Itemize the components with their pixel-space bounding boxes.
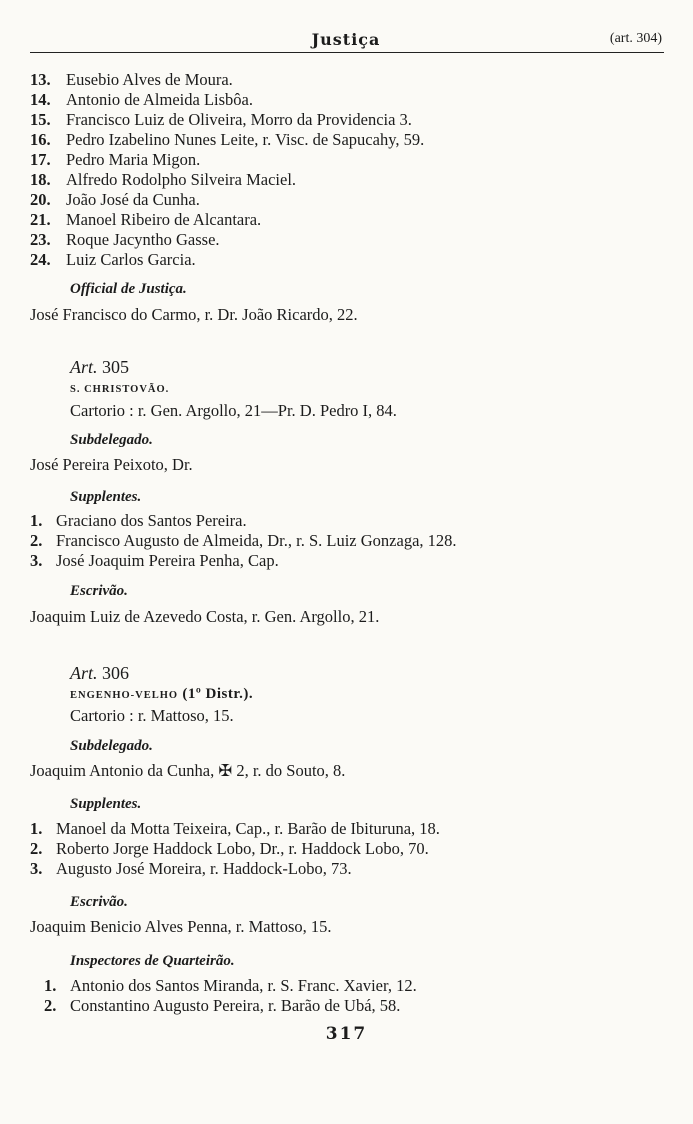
art-306-cartorio: Cartorio : r. Mattoso, 15. xyxy=(70,706,234,725)
page-number: 317 xyxy=(325,1024,368,1044)
list-item: 3. José Joaquim Pereira Penha, Cap. xyxy=(30,551,279,570)
list-item: 15. Francisco Luiz de Oliveira, Morro da Providencia 3. xyxy=(30,110,412,129)
art-305-escrivao: Joaquim Luiz de Azevedo Costa, r. Gen. Argollo, 21. xyxy=(30,607,380,626)
art-306-district: ENGENHO-VELHO (1º Distr.). xyxy=(70,686,254,702)
art-306-escrivao-label: Escrivão. xyxy=(70,894,128,910)
official-label: Official de Justiça. xyxy=(70,281,187,297)
art-305-subdelegado: José Pereira Peixoto, Dr. xyxy=(30,455,193,474)
art-305-escrivao-label: Escrivão. xyxy=(70,583,128,599)
art-306-heading: Art. 306 xyxy=(70,663,130,683)
art-306-supplentes-label: Supplentes. xyxy=(70,796,142,812)
list-item: 17. Pedro Maria Migon. xyxy=(30,150,201,169)
list-item: 20. João José da Cunha. xyxy=(30,190,200,209)
art-305-cartorio: Cartorio : r. Gen. Argollo, 21—Pr. D. Pedro I, 84. xyxy=(70,401,397,420)
art-306-subdelegado-label: Subdelegado. xyxy=(70,738,153,754)
art-305-heading: Art. 305 xyxy=(70,357,130,377)
art-306-inspectores-label: Inspectores de Quarteirão. xyxy=(70,953,235,969)
official-name: José Francisco do Carmo, r. Dr. João Ricardo, 22. xyxy=(30,305,358,324)
art-305-supplentes-label: Supplentes. xyxy=(70,489,142,505)
list-item: 18. Alfredo Rodolpho Silveira Maciel. xyxy=(30,170,297,189)
header-rule xyxy=(30,52,664,53)
page-header xyxy=(30,30,662,52)
list-item: 1. Manoel da Motta Teixeira, Cap., r. Barão de Ibituruna, 18. xyxy=(30,819,440,838)
list-item: 3. Augusto José Moreira, r. Haddock-Lobo, 73. xyxy=(30,859,352,878)
list-item: 13. Eusebio Alves de Moura. xyxy=(30,70,233,89)
list-item: 2. Francisco Augusto de Almeida, Dr., r. S. Luiz Gonzaga, 128. xyxy=(30,531,457,550)
art-306-subdelegado: Joaquim Antonio da Cunha, ✠ 2, r. do Souto, 8. xyxy=(30,761,346,780)
list-item: 2. Constantino Augusto Pereira, r. Barão de Ubá, 58. xyxy=(44,996,401,1015)
art-305-district: S. CHRISTOVÃO. xyxy=(70,384,170,395)
art-306-escrivao: Joaquim Benicio Alves Penna, r. Mattoso, 15. xyxy=(30,917,332,936)
list-item: 1. Antonio dos Santos Miranda, r. S. Franc. Xavier, 12. xyxy=(44,976,417,995)
header-article-ref: (art. 304) xyxy=(609,31,662,46)
list-item: 2. Roberto Jorge Haddock Lobo, Dr., r. Haddock Lobo, 70. xyxy=(30,839,429,858)
list-item: 1. Graciano dos Santos Pereira. xyxy=(30,511,247,530)
list-item: 16. Pedro Izabelino Nunes Leite, r. Visc. de Sapucahy, 59. xyxy=(30,130,425,149)
list-item: 23. Roque Jacyntho Gasse. xyxy=(30,230,220,249)
list-item: 24. Luiz Carlos Garcia. xyxy=(30,250,196,269)
header-title: Justiça xyxy=(311,30,381,49)
list-item: 21. Manoel Ribeiro de Alcantara. xyxy=(30,210,262,229)
art-305-subdelegado-label: Subdelegado. xyxy=(70,432,153,448)
list-item: 14. Antonio de Almeida Lisbôa. xyxy=(30,90,253,109)
